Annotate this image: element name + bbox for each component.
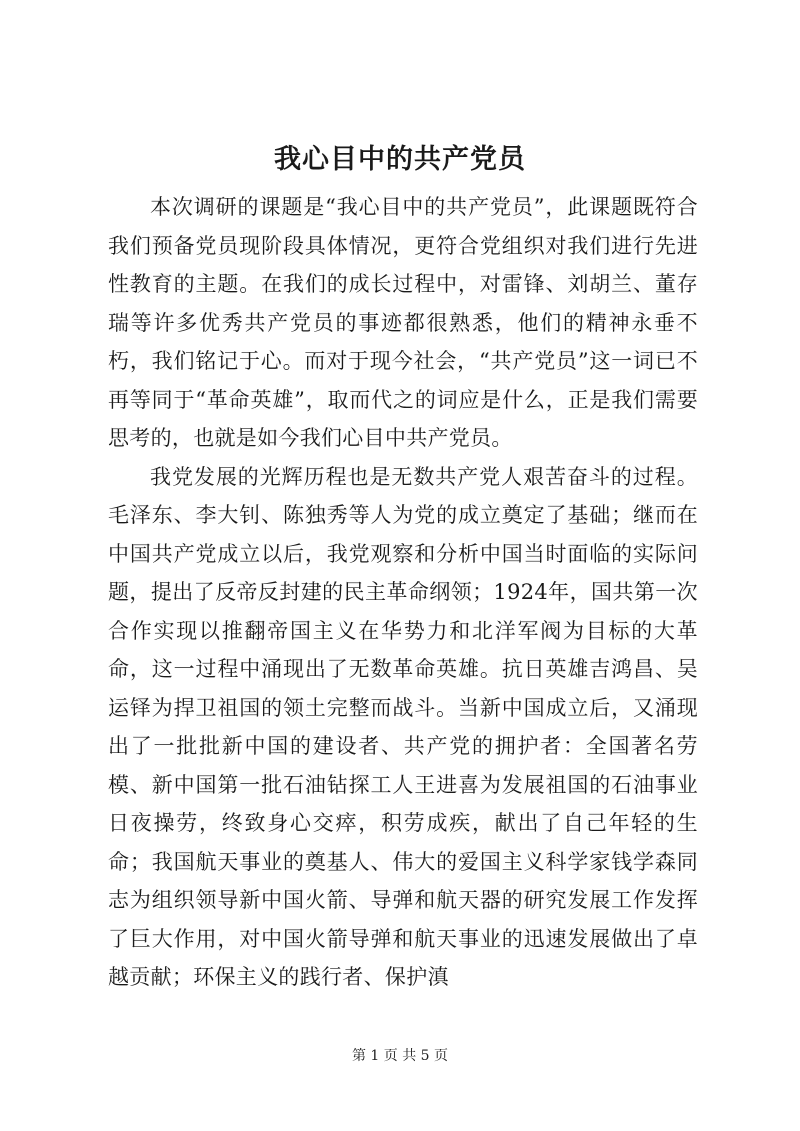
- document-body: [108, 188, 698, 997]
- page-number-footer: 第 1 页 共 5 页: [351, 1048, 449, 1064]
- paragraph-2: 我党发展的光辉历程也是无数共产党人艰苦奋斗的过程。毛泽东、李大钊、陈独秀等人为党的成立奠定了基础；继而在中国共产党成立以后，我党观察和分析中国当时面临的实际问题，提出了反帝反封建的民主革命纲领；1924年，国共第一次合作实现以推翻帝国主义在华势力和北洋军阀为目标的大革命，这一过程中涌现出了无数革命英雄。抗日英雄吉鸿昌、吴运铎为捍卫祖国的领土完整而战斗。当新中国成立后，又涌现出了一批批新中国的建设者、共产党的拥护者：全国著名劳模、新中国第一批石油钻探工人王进喜为发展祖国的石油事业日夜操劳，终致身心交瘁，积劳成疾，献出了自己年轻的生命；我国航天事业的奠基人、伟大的爱国主义科学家钱学森同志为组织领导新中国火箭、导弹和航天器的研究发展工作发挥了巨大作用，对中国火箭导弹和航天事业的迅速发展做出了卓越贡献；环保主义的践行者、保护滇: [108, 464, 698, 989]
- page-title: 我心目中的共产党员: [274, 144, 526, 175]
- paragraph-1: 本次调研的课题是“我心目中的共产党员”，此课题既符合我们预备党员现阶段具体情况，更符合党组织对我们进行先进性教育的主题。在我们的成长过程中，对雷锋、刘胡兰、董存瑞等许多优秀共产党员的事迹都很熟悉，他们的精神永垂不朽，我们铭记于心。而对于现今社会，“共产党员”这一词已不再等同于“革命英雄”，取而代之的词应是什么，正是我们需要思考的，也就是如今我们心目中共产党员。: [108, 195, 698, 450]
